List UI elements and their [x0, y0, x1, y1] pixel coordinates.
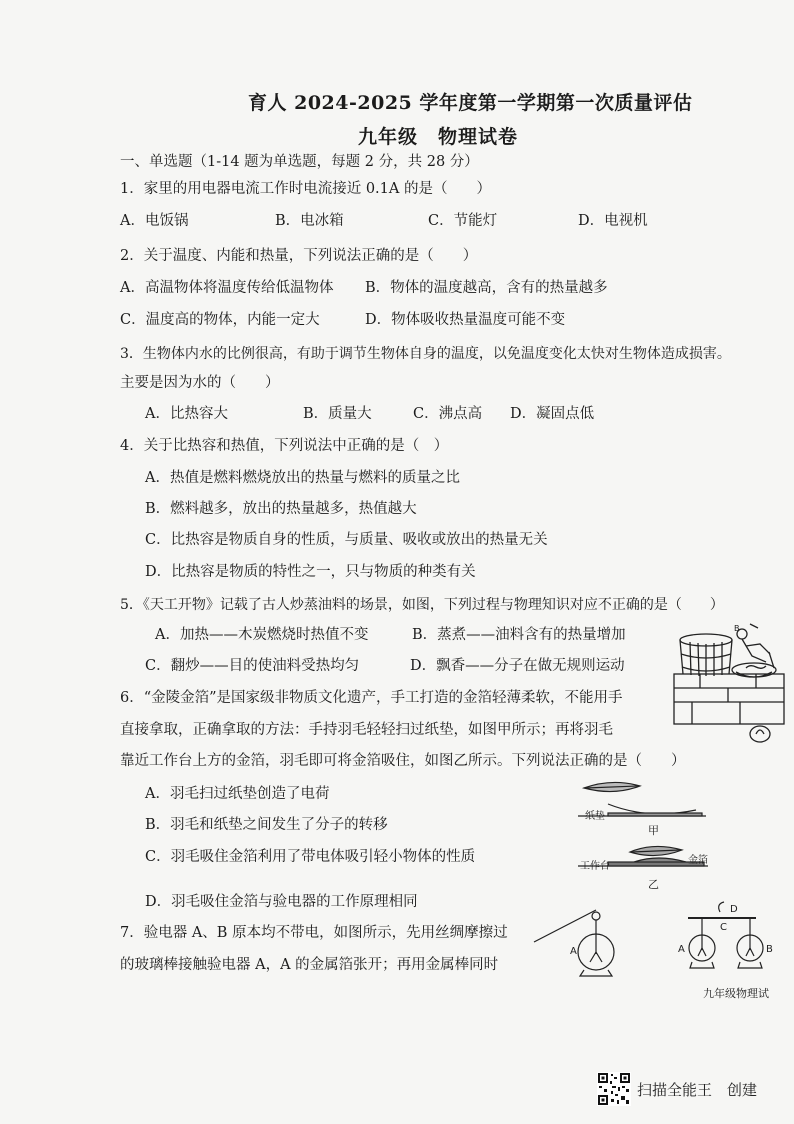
section-heading: 一、单选题（1-14 题为单选题，每题 2 分，共 28 分） — [120, 154, 479, 170]
q1-option-d: D．电视机 — [578, 213, 648, 229]
q6-stem-cont2: 靠近工作台上方的金箔，羽毛即可将金箔吸住，如图乙所示。下列说法正确的是（ ） — [120, 753, 686, 769]
q3-option-c: C．沸点高 — [413, 406, 483, 422]
q6-stem: 6．“金陵金箔”是国家级非物质文化遗产，手工打造的金箔轻薄柔软，不能用手 — [120, 690, 623, 706]
q2-stem: 2．关于温度、内能和热量，下列说法正确的是（ ） — [120, 248, 478, 264]
q5-option-c: C．翻炒——目的使油料受热均匀 — [145, 658, 360, 674]
q6-fig-foil-label: 金箔 — [688, 855, 708, 866]
q6-fig-jia-label: 甲 — [648, 824, 659, 837]
q7-stem: 7．验电器 A、B 原本均不带电，如图所示，先用丝绸摩擦过 — [120, 925, 508, 941]
q6-option-c: C．羽毛吸住金箔利用了带电体吸引轻小物体的性质 — [145, 849, 476, 865]
q4-option-a: A．热值是燃料燃烧放出的热量与燃料的质量之比 — [145, 470, 460, 486]
q6-fig-paper-label: 纸垫 — [585, 811, 605, 822]
q7-fig-a-label: A — [570, 946, 577, 957]
q7-electroscopes-ab-figure — [672, 900, 782, 980]
q4-option-d: D．比热容是物质的特性之一，只与物质的种类有关 — [145, 564, 476, 580]
q3-option-b: B．质量大 — [303, 406, 372, 422]
q7-fig-a2-label: A — [678, 944, 685, 955]
q6-stem-cont1: 直接拿取，正确拿取的方法：手持羽毛轻轻扫过纸垫，如图甲所示；再将羽毛 — [120, 722, 613, 738]
exam-subtitle: 九年级 物理试卷 — [358, 126, 519, 148]
scanner-watermark — [597, 1072, 757, 1106]
q5-stem: 5．《天工开物》记载了古人炒蒸油料的场景，如图，下列过程与物理知识对应不正确的是（ ） — [120, 597, 724, 613]
q5-stove-illustration — [670, 622, 790, 750]
exam-title: 育人 2024-2025 学年度第一学期第一次质量评估 — [248, 92, 693, 114]
q5-option-d: D．飘香——分子在做无规则运动 — [410, 658, 625, 674]
q3-option-d: D．凝固点低 — [510, 406, 595, 422]
q3-stem: 3．生物体内水的比例很高，有助于调节生物体自身的温度，以免温度变化太快对生物体造成损害。 — [120, 346, 731, 362]
q4-option-b: B．燃料越多，放出的热量越多，热值越大 — [145, 501, 417, 517]
q3-stem-cont: 主要是因为水的（ ） — [120, 375, 280, 391]
q5-option-b: B．蒸煮——油料含有的热量增加 — [412, 627, 626, 643]
q6-fig-table-label: 工作台 — [580, 861, 610, 872]
q3-option-a: A．比热容大 — [145, 406, 228, 422]
q2-option-c: C．温度高的物体，内能一定大 — [120, 312, 320, 328]
q4-stem: 4．关于比热容和热值，下列说法中正确的是（ ） — [120, 438, 449, 454]
q2-option-d: D．物体吸收热量温度可能不变 — [365, 312, 566, 328]
q6-option-a: A．羽毛扫过纸垫创造了电荷 — [145, 786, 330, 802]
q7-fig-d-label: D — [730, 904, 738, 915]
q7-fig-c-label: C — [720, 922, 727, 933]
q6-fig-yi-label: 乙 — [648, 878, 659, 891]
page-footer-label: 九年级物理试 — [703, 987, 769, 1000]
scanner-brand-text: 扫描全能王 创建 — [637, 1080, 758, 1099]
q4-option-c: C．比热容是物质自身的性质，与质量、吸收或放出的热量无关 — [145, 532, 548, 548]
qr-code-icon — [597, 1072, 631, 1106]
q1-option-b: B．电冰箱 — [275, 213, 344, 229]
q7-stem-cont: 的玻璃棒接触验电器 A，A 的金属箔张开；再用金属棒同时 — [120, 957, 499, 973]
q2-option-a: A．高温物体将温度传给低温物体 — [120, 280, 334, 296]
q5-option-a: A．加热——木炭燃烧时热值不变 — [155, 627, 369, 643]
q6-option-d: D．羽毛吸住金箔与验电器的工作原理相同 — [145, 894, 418, 910]
q2-option-b: B．物体的温度越高，含有的热量越多 — [365, 280, 608, 296]
q1-option-c: C．节能灯 — [428, 213, 498, 229]
q7-fig-b-label: B — [766, 944, 773, 955]
q7-electroscope-a-figure — [530, 902, 650, 982]
q1-stem: 1．家里的用电器电流工作时电流接近 0.1A 的是（ ） — [120, 181, 491, 197]
q6-option-b: B．羽毛和纸垫之间发生了分子的转移 — [145, 817, 388, 833]
q5-fig-marker: B — [734, 624, 740, 633]
q1-option-a: A．电饭锅 — [120, 213, 189, 229]
